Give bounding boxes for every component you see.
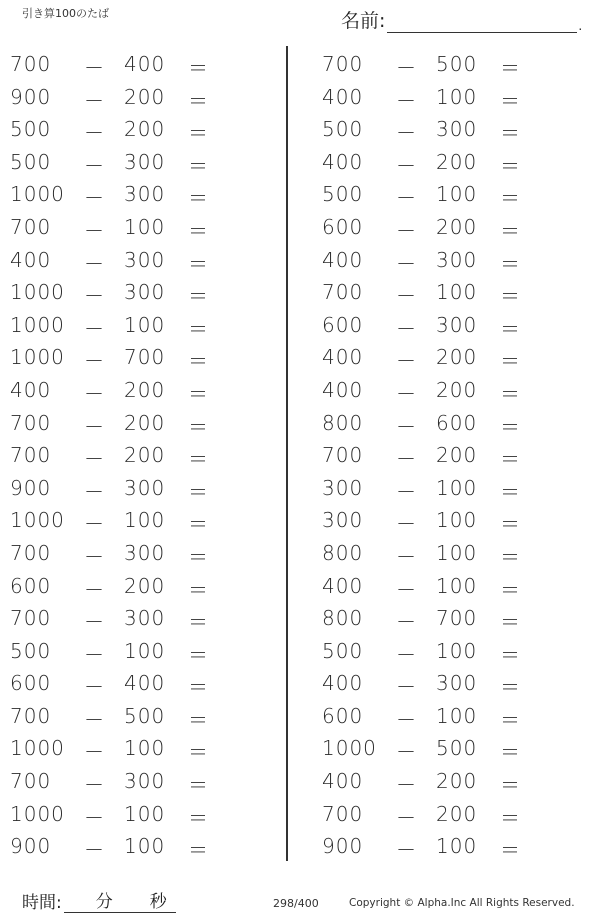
minus-sign: － [84, 544, 105, 569]
minuend: 400 [10, 377, 52, 402]
minuend: 400 [322, 247, 364, 272]
minuend: 600 [10, 671, 52, 696]
subtrahend: 100 [124, 508, 166, 533]
worksheet-title: 引き算100のたば [22, 7, 109, 20]
minus-sign: － [396, 707, 417, 732]
minuend: 900 [10, 475, 52, 500]
problem-row [0, 570, 270, 603]
problem-row [0, 81, 270, 114]
minuend: 700 [10, 52, 52, 76]
page-number: 298/400 [273, 897, 319, 910]
subtrahend: 200 [124, 377, 166, 402]
minus-sign: － [84, 414, 105, 439]
problem-row [312, 276, 582, 309]
equals-sign: ＝ [188, 56, 209, 80]
minus-sign: － [84, 56, 105, 80]
problem-row [0, 472, 270, 505]
minuend: 600 [322, 312, 364, 337]
equals-sign: ＝ [188, 642, 209, 667]
equals-sign: ＝ [500, 447, 521, 472]
minuend: 700 [322, 801, 364, 826]
subtrahend: 500 [124, 703, 166, 728]
problem-row [312, 374, 582, 407]
problem-row [0, 798, 270, 831]
minus-sign: － [396, 838, 417, 863]
problem-row [312, 244, 582, 277]
minuend: 700 [10, 769, 52, 794]
problem-row [312, 667, 582, 700]
equals-sign: ＝ [188, 284, 209, 309]
minus-sign: － [396, 56, 417, 80]
minus-sign: － [84, 479, 105, 504]
problem-row [0, 602, 270, 635]
minus-sign: － [84, 88, 105, 113]
subtrahend: 100 [436, 573, 478, 598]
equals-sign: ＝ [500, 251, 521, 276]
equals-sign: ＝ [188, 121, 209, 146]
minus-sign: － [396, 88, 417, 113]
problem-row [0, 407, 270, 440]
minuend: 700 [10, 703, 52, 728]
subtrahend: 200 [436, 345, 478, 370]
minus-sign: － [396, 479, 417, 504]
problem-row [0, 244, 270, 277]
subtrahend: 200 [436, 443, 478, 468]
minus-sign: － [84, 675, 105, 700]
minuend: 400 [322, 573, 364, 598]
subtrahend: 300 [124, 182, 166, 207]
minus-sign: － [396, 773, 417, 798]
minuend: 700 [10, 410, 52, 435]
problem-row [0, 211, 270, 244]
equals-sign: ＝ [188, 479, 209, 504]
minuend: 500 [322, 182, 364, 207]
subtrahend: 100 [436, 280, 478, 305]
minus-sign: － [84, 447, 105, 472]
problem-row [0, 146, 270, 179]
minuend: 400 [322, 377, 364, 402]
minuend: 700 [10, 214, 52, 239]
time-area [22, 888, 176, 913]
equals-sign: ＝ [500, 349, 521, 374]
equals-sign: ＝ [188, 773, 209, 798]
equals-sign: ＝ [500, 838, 521, 863]
equals-sign: ＝ [500, 186, 521, 211]
minuend: 400 [322, 671, 364, 696]
problem-row [312, 700, 582, 733]
minus-sign: － [84, 805, 105, 830]
name-blank-line[interactable] [387, 12, 577, 33]
subtrahend: 200 [124, 573, 166, 598]
subtrahend: 100 [124, 801, 166, 826]
minus-sign: － [84, 251, 105, 276]
subtrahend: 500 [436, 736, 478, 761]
minuend: 500 [10, 638, 52, 663]
subtrahend: 500 [436, 52, 478, 76]
equals-sign: ＝ [188, 414, 209, 439]
problem-row [0, 700, 270, 733]
problem-column-left [0, 48, 270, 863]
minuend: 800 [322, 410, 364, 435]
minus-sign: － [84, 773, 105, 798]
equals-sign: ＝ [500, 610, 521, 635]
minus-sign: － [84, 838, 105, 863]
minus-sign: － [396, 251, 417, 276]
problem-row [312, 765, 582, 798]
minus-sign: － [396, 153, 417, 178]
minus-sign: － [84, 642, 105, 667]
equals-sign: ＝ [500, 740, 521, 765]
equals-sign: ＝ [188, 675, 209, 700]
subtrahend: 600 [436, 410, 478, 435]
minuend: 1000 [10, 182, 65, 207]
minuend: 1000 [10, 801, 65, 826]
problem-row [0, 537, 270, 570]
equals-sign: ＝ [188, 349, 209, 374]
problem-row [0, 341, 270, 374]
problem-row [312, 504, 582, 537]
minuend: 900 [10, 84, 52, 109]
minuend: 400 [322, 345, 364, 370]
subtrahend: 100 [124, 834, 166, 859]
equals-sign: ＝ [188, 838, 209, 863]
problem-row [312, 830, 582, 863]
problem-row [312, 113, 582, 146]
subtrahend: 200 [124, 84, 166, 109]
minuend: 1000 [10, 508, 65, 533]
subtrahend: 200 [124, 410, 166, 435]
equals-sign: ＝ [500, 544, 521, 569]
minuend: 900 [10, 834, 52, 859]
minuend: 400 [322, 769, 364, 794]
minus-sign: － [396, 381, 417, 406]
problem-row [312, 341, 582, 374]
minuend: 500 [10, 117, 52, 142]
equals-sign: ＝ [188, 740, 209, 765]
subtrahend: 100 [436, 834, 478, 859]
problem-column-right [312, 48, 582, 863]
problem-row [312, 309, 582, 342]
minuend: 700 [322, 443, 364, 468]
minuend: 700 [322, 280, 364, 305]
minuend: 600 [322, 214, 364, 239]
subtrahend: 300 [124, 475, 166, 500]
subtrahend: 200 [436, 377, 478, 402]
subtrahend: 300 [436, 117, 478, 142]
minutes-label: 分 [95, 892, 113, 912]
subtrahend: 300 [124, 247, 166, 272]
minus-sign: － [84, 284, 105, 309]
problem-row [0, 732, 270, 765]
subtrahend: 300 [436, 247, 478, 272]
equals-sign: ＝ [188, 88, 209, 113]
subtrahend: 400 [124, 52, 166, 76]
problem-row [312, 602, 582, 635]
minuend: 500 [322, 638, 364, 663]
minus-sign: － [396, 642, 417, 667]
minuend: 700 [10, 443, 52, 468]
equals-sign: ＝ [188, 707, 209, 732]
minus-sign: － [84, 577, 105, 602]
equals-sign: ＝ [188, 186, 209, 211]
subtrahend: 100 [436, 638, 478, 663]
equals-sign: ＝ [500, 381, 521, 406]
equals-sign: ＝ [500, 805, 521, 830]
minus-sign: － [84, 610, 105, 635]
problem-row [312, 635, 582, 668]
problem-row [0, 504, 270, 537]
subtrahend: 200 [124, 443, 166, 468]
subtrahend: 100 [436, 84, 478, 109]
subtrahend: 200 [436, 801, 478, 826]
subtrahend: 300 [124, 280, 166, 305]
subtrahend: 700 [436, 606, 478, 631]
equals-sign: ＝ [188, 610, 209, 635]
minuend: 800 [322, 540, 364, 565]
minuend: 1000 [10, 345, 65, 370]
problem-row [0, 276, 270, 309]
minus-sign: － [396, 675, 417, 700]
subtrahend: 700 [124, 345, 166, 370]
subtrahend: 100 [124, 214, 166, 239]
minuend: 700 [10, 540, 52, 565]
minuend: 600 [10, 573, 52, 598]
problem-row [312, 211, 582, 244]
minuend: 400 [322, 149, 364, 174]
equals-sign: ＝ [188, 544, 209, 569]
subtrahend: 200 [124, 117, 166, 142]
minuend: 300 [322, 508, 364, 533]
minuend: 700 [10, 606, 52, 631]
minus-sign: － [396, 805, 417, 830]
column-divider [286, 46, 288, 861]
equals-sign: ＝ [500, 675, 521, 700]
problem-row [0, 765, 270, 798]
problem-row [0, 113, 270, 146]
problem-row [312, 178, 582, 211]
minus-sign: － [396, 349, 417, 374]
minuend: 1000 [10, 280, 65, 305]
equals-sign: ＝ [500, 56, 521, 80]
problem-row [312, 798, 582, 831]
equals-sign: ＝ [500, 218, 521, 243]
equals-sign: ＝ [500, 707, 521, 732]
equals-sign: ＝ [188, 316, 209, 341]
minuend: 600 [322, 703, 364, 728]
minus-sign: － [396, 218, 417, 243]
minus-sign: － [84, 512, 105, 537]
equals-sign: ＝ [188, 153, 209, 178]
minus-sign: － [84, 707, 105, 732]
minus-sign: － [84, 316, 105, 341]
minus-sign: － [396, 740, 417, 765]
subtrahend: 100 [124, 312, 166, 337]
problem-row [312, 570, 582, 603]
subtrahend: 100 [124, 736, 166, 761]
subtrahend: 300 [124, 769, 166, 794]
equals-sign: ＝ [188, 218, 209, 243]
equals-sign: ＝ [500, 773, 521, 798]
problem-row [0, 374, 270, 407]
subtrahend: 100 [436, 475, 478, 500]
problem-row [312, 472, 582, 505]
minus-sign: － [396, 447, 417, 472]
equals-sign: ＝ [500, 284, 521, 309]
name-label: 名前: [341, 10, 386, 32]
minus-sign: － [396, 316, 417, 341]
problem-row [312, 732, 582, 765]
problem-row [0, 667, 270, 700]
minus-sign: － [84, 153, 105, 178]
subtrahend: 100 [124, 638, 166, 663]
minus-sign: － [396, 512, 417, 537]
subtrahend: 100 [436, 508, 478, 533]
minuend: 1000 [10, 312, 65, 337]
equals-sign: ＝ [188, 447, 209, 472]
subtrahend: 200 [436, 214, 478, 239]
name-dot: . [578, 19, 583, 33]
minuend: 700 [322, 52, 364, 76]
minus-sign: － [84, 381, 105, 406]
subtrahend: 100 [436, 182, 478, 207]
equals-sign: ＝ [500, 512, 521, 537]
problem-row [0, 635, 270, 668]
subtrahend: 300 [436, 671, 478, 696]
equals-sign: ＝ [188, 251, 209, 276]
equals-sign: ＝ [500, 153, 521, 178]
problem-row [312, 537, 582, 570]
equals-sign: ＝ [500, 577, 521, 602]
equals-sign: ＝ [188, 805, 209, 830]
equals-sign: ＝ [188, 512, 209, 537]
subtrahend: 300 [436, 312, 478, 337]
minus-sign: － [84, 740, 105, 765]
equals-sign: ＝ [500, 642, 521, 667]
minuend: 1000 [10, 736, 65, 761]
minus-sign: － [84, 186, 105, 211]
minus-sign: － [396, 577, 417, 602]
copyright-notice: Copyright © Alpha.Inc All Rights Reserved. [349, 897, 575, 909]
problem-row [0, 48, 270, 81]
subtrahend: 100 [436, 540, 478, 565]
problem-row [312, 146, 582, 179]
minus-sign: － [396, 544, 417, 569]
minus-sign: － [396, 121, 417, 146]
minus-sign: － [396, 610, 417, 635]
subtrahend: 300 [124, 149, 166, 174]
problem-row [312, 48, 582, 81]
minus-sign: － [396, 284, 417, 309]
subtrahend: 300 [124, 540, 166, 565]
subtrahend: 400 [124, 671, 166, 696]
equals-sign: ＝ [500, 414, 521, 439]
minus-sign: － [396, 414, 417, 439]
minuend: 500 [322, 117, 364, 142]
minus-sign: － [84, 218, 105, 243]
time-label: 時間: [22, 893, 62, 913]
minuend: 900 [322, 834, 364, 859]
equals-sign: ＝ [500, 88, 521, 113]
problem-row [0, 830, 270, 863]
minus-sign: － [84, 121, 105, 146]
name-area [341, 6, 582, 33]
equals-sign: ＝ [500, 316, 521, 341]
problem-row [0, 439, 270, 472]
problem-row [312, 407, 582, 440]
equals-sign: ＝ [500, 121, 521, 146]
seconds-label: 秒 [149, 892, 167, 912]
problem-row [0, 309, 270, 342]
subtrahend: 100 [436, 703, 478, 728]
minus-sign: － [84, 349, 105, 374]
time-blank-line[interactable] [64, 890, 176, 913]
minuend: 500 [10, 149, 52, 174]
minuend: 300 [322, 475, 364, 500]
problem-row [312, 439, 582, 472]
minuend: 800 [322, 606, 364, 631]
equals-sign: ＝ [188, 577, 209, 602]
minus-sign: － [396, 186, 417, 211]
problem-row [0, 178, 270, 211]
minuend: 1000 [322, 736, 377, 761]
minuend: 400 [322, 84, 364, 109]
minuend: 400 [10, 247, 52, 272]
problem-row [312, 81, 582, 114]
subtrahend: 200 [436, 769, 478, 794]
subtrahend: 200 [436, 149, 478, 174]
equals-sign: ＝ [188, 381, 209, 406]
subtrahend: 300 [124, 606, 166, 631]
equals-sign: ＝ [500, 479, 521, 504]
